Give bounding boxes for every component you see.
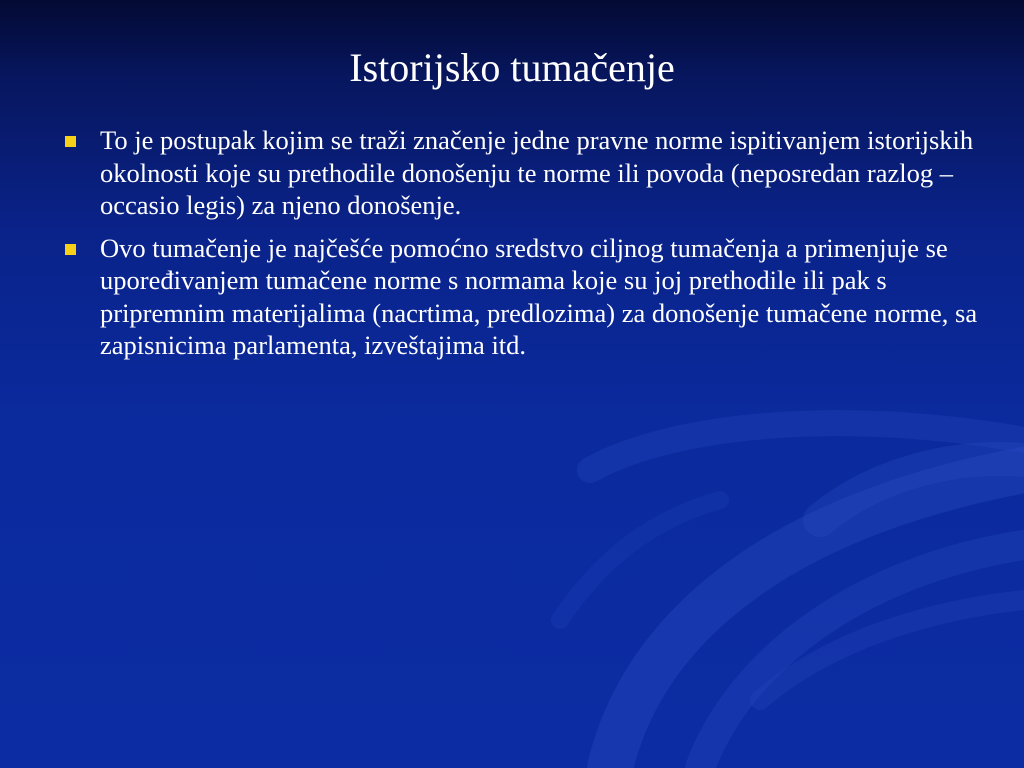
bullet-item xyxy=(62,232,992,362)
square-bullet-icon xyxy=(65,244,76,255)
bullet-text: To je postupak kojim se traži značenje jedne pravne norme ispitivanjem istorijskih okolnosti koje su prethodile donošenju te norme ili povoda (neposredan razlog – occasio legis) za njeno donošenje. xyxy=(100,125,974,220)
slide-title: Istorijsko tumačenje xyxy=(349,45,675,90)
bullet-list xyxy=(62,124,992,372)
bullet-item xyxy=(62,124,992,222)
bullet-text: Ovo tumačenje je najčešće pomoćno sredstvo ciljnog tumačenja a primenjuje se upoređivanjem tumačene norme s normama koje su joj prethodile ili pak s pripremnim materijalima (nacrtima, predlozima) za donošenje tumačene norme, sa zapisnicima parlamenta, izveštajima itd. xyxy=(100,232,978,360)
square-bullet-icon xyxy=(65,136,76,147)
